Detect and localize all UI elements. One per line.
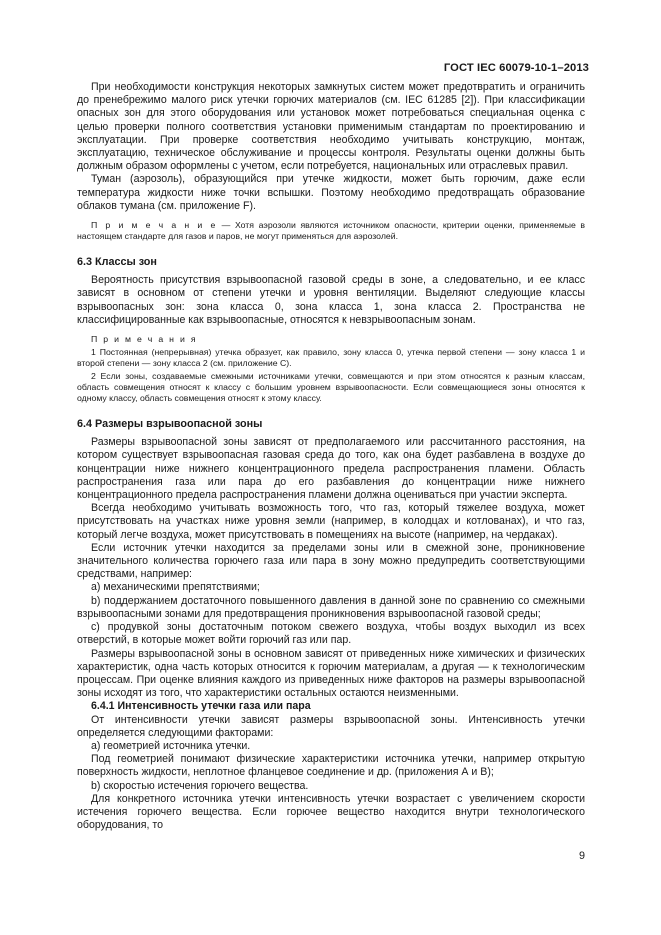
section-6-3-paragraph: Вероятность присутствия взрывоопасной газовой среды в зоне, а следовательно, и ее класс зависят в основном от степени утечки и уровня вентиляции. Выделяют следующие классы взрывоопасных зон: зона класса 0, зона класса 1, зона класса 2. Пространства не классифицированные как взрывоопасные, относятся к невзрывоопасным зонам. [77, 274, 585, 326]
section-6-4-1-title: 6.4.1 Интенсивность утечки газа или пара [91, 700, 311, 713]
note-label: П р и м е ч а н и е [91, 220, 218, 231]
note-text: — Хотя аэрозоли являются источником опасности, критерии оценки, применяемые в настоящем стандарте для газов и паров, не могут применяться для аэрозолей. [77, 220, 585, 242]
intro-note [77, 220, 585, 242]
section-6-4-1-paragraph-3: Для конкретного источника утечки интенсивность утечки возрастает с увеличением скорости истечения горючего вещества. Если горючее вещество находится внутри технологического оборудования, то [77, 792, 585, 832]
section-6-4-1-paragraph-1: От интенсивности утечки зависят размеры взрывоопасной зоны. Интенсивность утечки определяется следующими факторами: [77, 713, 585, 739]
section-6-4-1-paragraph-2: Под геометрией понимают физические характеристики источника утечки, например открытую поверхность жидкости, неплотное фланцевое соединение и др. (приложения А и В); [77, 753, 585, 779]
intro-paragraph-1: При необходимости конструкция некоторых замкнутых систем может предотвратить и ограничить до пренебрежимо малого риск утечки горючих материалов (см. IEC 61285 [2]). При классификации опасных зон для этого оборудования или установок может потребоваться специальная оценка с целью проверки полного соответствия установки применимым стандартам по проектированию и эксплуатации. При проверке соответствия необходимо учитывать конструкцию, монтаж, эксплуатацию, техническое обслуживание и процессы контроля. Результаты оценки должны быть должным образом оформлены с учетом, если потребуется, национальных или отраслевых правил. [77, 81, 585, 173]
document-code-header: ГОСТ IEC 60079-10-1–2013 [443, 62, 589, 74]
page-content [77, 81, 585, 832]
section-6-4-1-item-b: b) скоростью истечения горючего вещества. [91, 779, 309, 792]
section-6-3-title: 6.3 Классы зон [77, 256, 157, 269]
section-6-4-title: 6.4 Размеры взрывоопасной зоны [77, 418, 263, 431]
section-6-3-notes-label: П р и м е ч а н и я [91, 334, 198, 345]
section-6-4-item-b: b) поддержанием достаточного повышенного давления в данной зоне по сравнению со смежными взрывоопасными зонами для предотвращения проникновения взрывоопасной газовой среды; [77, 594, 585, 620]
intro-paragraph-2: Туман (аэрозоль), образующийся при утечке жидкости, может быть горючим, даже если температура жидкости ниже точки вспышки. Поэтому необходимо предотвращать образование облаков тумана (см. приложение F). [77, 173, 585, 212]
section-6-4-item-c: с) продувкой зоны достаточным потоком свежего воздуха, чтобы воздух выходил из всех отверстий, в которые может войти горючий газ или пар. [77, 621, 585, 647]
section-6-3-note-1: 1 Постоянная (непрерывная) утечка образует, как правило, зону класса 0, утечка первой степени — зону класса 1 и второй степени — зону класса 2 (см. приложение С). [77, 347, 585, 369]
section-6-4-item-a: а) механическими препятствиями; [91, 581, 260, 594]
section-6-4-paragraph-4: Размеры взрывоопасной зоны в основном зависят от приведенных ниже химических и физических характеристик, одна часть которых относится к горючим материалам, а другая — к технологическим процессам. При оценке влияния каждого из приведенных ниже факторов на размеры взрывоопасной зоны исходят из того, что характеристики остальных остаются неизменными. [77, 647, 585, 700]
section-6-4-paragraph-1: Размеры взрывоопасной зоны зависят от предполагаемого или рассчитанного расстояния, на котором существует взрывоопасная газовая среда до того, как она будет разбавлена в воздухе до концентрации ниже нижнего концентрационного предела распространения пламени. Область распространения газа или пара до его разбавления до концентрации ниже нижнего концентрационного предела распространения пламени должна оцениваться при участии эксперта. [77, 436, 585, 502]
page-number: 9 [578, 850, 585, 862]
section-6-4-paragraph-3: Если источник утечки находится за пределами зоны или в смежной зоне, проникновение значительного количества горючего газа или пара в зону можно предупредить соответствующими средствами, например: [77, 541, 585, 581]
section-6-4-paragraph-2: Всегда необходимо учитывать возможность того, что газ, который тяжелее воздуха, может присутствовать на участках ниже уровня земли (например, в колодцах и котлованах), и что газ, который легче воздуха, может присутствовать в помещениях на высоте (например, на чердаках). [77, 502, 585, 541]
section-6-4-1-item-a: а) геометрией источника утечки. [91, 739, 251, 752]
section-6-3-note-2: 2 Если зоны, создаваемые смежными источниками утечки, совмещаются и при этом относятся к разным классам, область совмещения относят к классу с большим уровнем взрывоопасности. Если совмещающиеся зоны относятся к одному классу, область совмещения относят к этому классу. [77, 371, 585, 404]
